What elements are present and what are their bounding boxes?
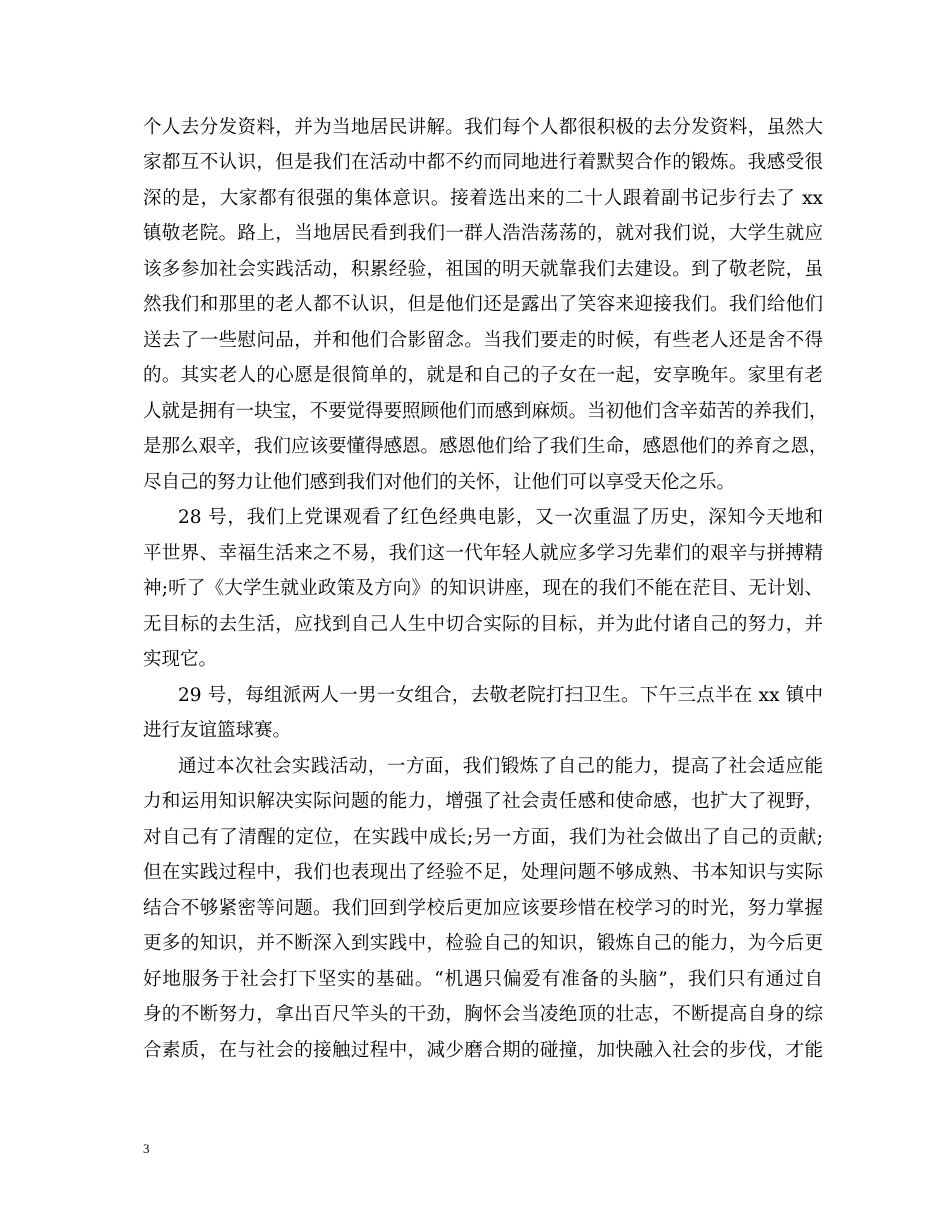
- text-line: 实现它。: [143, 649, 218, 670]
- text-line: 好地服务于社会打下坚实的基础。“机遇只偏爱有准备的头脑”，我们只有通过自: [143, 969, 823, 990]
- text-line: 力和运用知识解决实际问题的能力，增强了社会责任感和使命感，也扩大了视野，: [143, 791, 823, 812]
- text-line: 结合不够紧密等问题。我们回到学校后更加应该要珍惜在校学习的时光，努力掌握: [143, 898, 823, 919]
- text-line: 是那么艰辛，我们应该要懂得感恩。感恩他们给了我们生命，感恩他们的养育之恩，: [143, 436, 828, 457]
- text-line: 合素质，在与社会的接触过程中，减少磨合期的碰撞，加快融入社会的步伐，才能: [143, 1040, 823, 1061]
- text-line: 进行友谊篮球赛。: [143, 720, 292, 741]
- text-line: 28 号，我们上党课观看了红色经典电影，又一次重温了历史，深知今天地和: [178, 507, 823, 528]
- text-line: 人就是拥有一块宝，不要觉得要照顾他们而感到麻烦。当初他们含辛茹苦的养我们，: [143, 401, 828, 422]
- text-line: 但在实践过程中，我们也表现出了经验不足，处理问题不够成熟、书本知识与实际: [143, 862, 823, 883]
- text-line: 深的是，大家都有很强的集体意识。接着选出来的二十人跟着副书记步行去了 xx: [143, 188, 823, 209]
- text-line: 平世界、幸福生活来之不易，我们这一代年轻人就应多学习先辈们的艰辛与拼搏精: [143, 543, 823, 564]
- text-line: 个人去分发资料，并为当地居民讲解。我们每个人都很积极的去分发资料，虽然大: [143, 117, 823, 138]
- text-line: 对自己有了清醒的定位，在实践中成长;另一方面，我们为社会做出了自己的贡献;: [143, 827, 823, 848]
- text-line: 身的不断努力，拿出百尺竿头的干劲，胸怀会当凌绝顶的壮志，不断提高自身的综: [143, 1004, 823, 1025]
- text-line: 该多参加社会实践活动，积累经验，祖国的明天就靠我们去建设。到了敬老院，虽: [143, 259, 823, 280]
- text-line: 然我们和那里的老人都不认识，但是他们还是露出了笑容来迎接我们。我们给他们: [143, 294, 823, 315]
- text-line: 通过本次社会实践活动，一方面，我们锻炼了自己的能力，提高了社会适应能: [178, 756, 823, 777]
- text-line: 神;听了《大学生就业政策及方向》的知识讲座，现在的我们不能在茫目、无计划、: [143, 578, 823, 599]
- text-line: 家都互不认识，但是我们在活动中都不约而同地进行着默契合作的锻炼。我感受很: [143, 152, 823, 173]
- text-line: 29 号，每组派两人一男一女组合，去敬老院打扫卫生。下午三点半在 xx 镇中: [178, 685, 823, 706]
- text-line: 尽自己的努力让他们感到我们对他们的关怀，让他们可以享受天伦之乐。: [143, 472, 736, 493]
- text-line: 更多的知识，并不断深入到实践中，检验自己的知识，锻炼自己的能力，为今后更: [143, 933, 823, 954]
- text-line: 的。其实老人的心愿是很简单的，就是和自己的子女在一起，安享晚年。家里有老: [143, 365, 823, 386]
- text-line: 镇敬老院。路上，当地居民看到我们一群人浩浩荡荡的，就对我们说，大学生就应: [143, 223, 823, 244]
- page-number: 3: [143, 1141, 150, 1156]
- text-line: 无目标的去生活，应找到自己人生中切合实际的目标，并为此付诸自己的努力，并: [143, 614, 823, 635]
- text-line: 送去了一些慰问品，并和他们合影留念。当我们要走的时候，有些老人还是舍不得: [143, 330, 823, 351]
